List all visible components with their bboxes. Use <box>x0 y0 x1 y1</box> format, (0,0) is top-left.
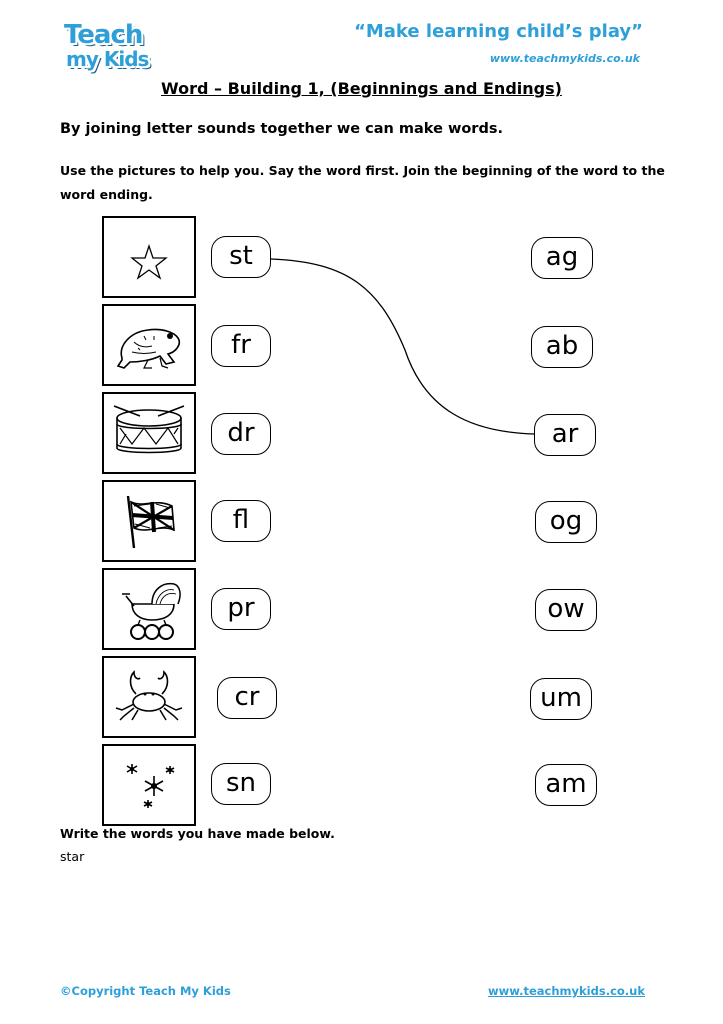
picture-frame-crab <box>102 656 196 738</box>
crab-icon <box>104 658 194 736</box>
beginning-fl[interactable]: fl <box>211 500 271 542</box>
snowflake-icon <box>104 746 194 824</box>
beginning-st[interactable]: st <box>211 236 271 278</box>
beginning-sn[interactable]: sn <box>211 763 271 805</box>
ending-ar[interactable]: ar <box>534 414 596 456</box>
drum-icon <box>104 394 194 472</box>
intro-text: By joining letter sounds together we can make words. <box>60 121 503 137</box>
flag-icon <box>104 482 194 560</box>
ending-am[interactable]: am <box>535 764 597 806</box>
ending-og[interactable]: og <box>535 501 597 543</box>
beginning-cr[interactable]: cr <box>217 677 277 719</box>
picture-frame-pram <box>102 568 196 650</box>
ending-ab[interactable]: ab <box>531 326 593 368</box>
picture-frame-snowflakes <box>102 744 196 826</box>
ending-um[interactable]: um <box>530 678 592 720</box>
example-answer: star <box>60 849 85 864</box>
teach-my-kids-logo <box>58 20 160 70</box>
picture-frame-frog <box>102 304 196 386</box>
picture-frame-star <box>102 216 196 298</box>
beginning-dr[interactable]: dr <box>211 413 271 455</box>
instructions-text: Use the pictures to help you. Say the word first. Join the beginning of the word to the word ending. <box>60 163 665 202</box>
picture-frame-drum <box>102 392 196 474</box>
header-website-link[interactable]: www.teachmykids.co.uk <box>489 52 640 65</box>
copyright-text: ©Copyright Teach My Kids <box>60 984 231 998</box>
pram-icon <box>104 570 194 648</box>
worksheet-title-text: Word – Building 1, (Beginnings and Endings) <box>161 79 562 98</box>
ending-ow[interactable]: ow <box>535 589 597 631</box>
ending-ag[interactable]: ag <box>531 237 593 279</box>
worksheet-title <box>0 79 723 98</box>
beginning-pr[interactable]: pr <box>211 588 271 630</box>
star-icon <box>104 218 194 296</box>
footer-website-link[interactable]: www.teachmykids.co.uk <box>487 984 645 998</box>
tagline: “Make learning child’s play” <box>354 21 643 42</box>
logo-line-1: Teach <box>64 20 143 50</box>
write-words-label: Write the words you have made below. <box>60 826 335 841</box>
frog-icon <box>104 306 194 384</box>
logo-line-2: my Kids <box>66 47 149 71</box>
beginning-fr[interactable]: fr <box>211 325 271 367</box>
picture-frame-flag <box>102 480 196 562</box>
